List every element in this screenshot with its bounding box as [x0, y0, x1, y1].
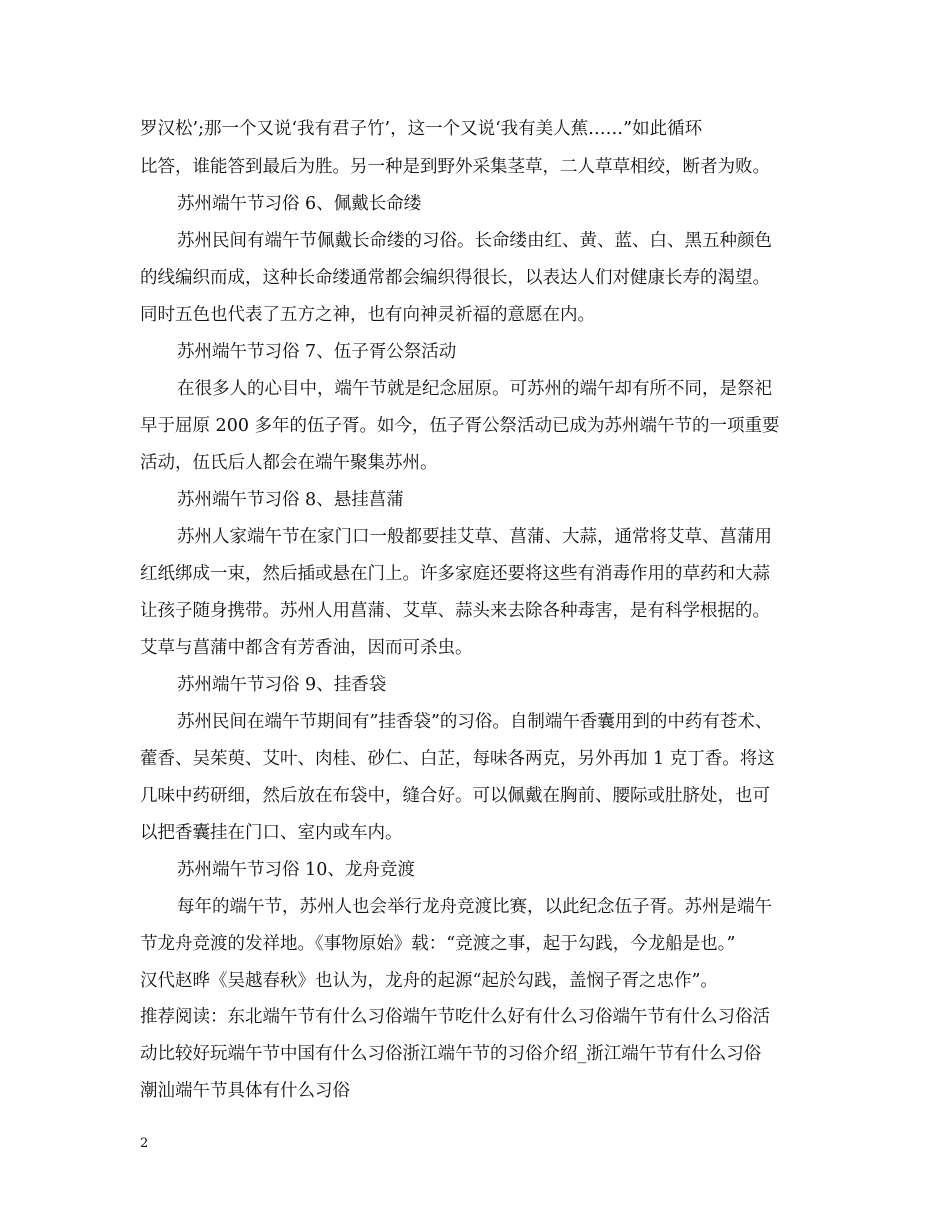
section-heading: 苏州端午节习俗 10、龙舟竞渡 — [177, 860, 415, 880]
body-text-line: 苏州民间有端午节佩戴长命缕的习俗。长命缕由红、黄、蓝、白、黑五种颜色 — [177, 231, 772, 251]
body-text-line: 节龙舟竞渡的发祥地。《事物原始》载：“竞渡之事，起于勾践，今龙船是也。” — [140, 934, 736, 954]
section-heading: 苏州端午节习俗 8、悬挂菖蒲 — [177, 490, 404, 510]
section-heading: 苏州端午节习俗 7、伍子胥公祭活动 — [177, 342, 457, 362]
body-text-line: 苏州人家端午节在家门口一般都要挂艾草、菖蒲、大蒜，通常将艾草、菖蒲用 — [177, 527, 772, 547]
body-text-line: 红纸绑成一束，然后插或悬在门上。许多家庭还要将这些有消毒作用的草药和大蒜 — [140, 564, 770, 584]
body-text-line: 以把香囊挂在门口、室内或车内。 — [140, 823, 403, 843]
body-text-line: 每年的端午节，苏州人也会举行龙舟竞渡比赛，以此纪念伍子胥。苏州是端午 — [177, 897, 772, 917]
body-text-line: 活动，伍氏后人都会在端午聚集苏州。 — [140, 453, 438, 473]
recommended-reading-line: 动比较好玩端午节中国有什么习俗浙江端午节的习俗介绍_浙江端午节有什么习俗 — [140, 1044, 762, 1064]
body-text-line: 让孩子随身携带。苏州人用菖蒲、艾草、蒜头来去除各种毒害，是有科学根据的。 — [140, 601, 770, 621]
body-text-line: 罗汉松’;那一个又说‘我有君子竹’，这一个又说‘我有美人蕉……”如此循环 — [140, 119, 703, 139]
body-text-line: 汉代赵晔《吴越春秋》也认为，龙舟的起源“起於勾践，盖悯子胥之忠作”。 — [140, 971, 718, 991]
body-text-line: 比答，谁能答到最后为胜。另一种是到野外采集茎草，二人草草相绞，断者为败。 — [140, 157, 770, 177]
section-heading: 苏州端午节习俗 6、佩戴长命缕 — [177, 194, 422, 214]
page-number: 2 — [140, 1136, 149, 1151]
body-text-line: 的线编织而成，这种长命缕通常都会编织得很长，以表达人们对健康长寿的渴望。 — [140, 268, 770, 288]
body-text-line: 藿香、吴茱萸、艾叶、肉桂、砂仁、白芷，每味各两克，另外再加 1 克丁香。将这 — [140, 749, 775, 769]
body-text-line: 几味中药研细，然后放在布袋中，缝合好。可以佩戴在胸前、腰际或肚脐处，也可 — [140, 786, 770, 806]
body-text-line: 苏州民间在端午节期间有”挂香袋”的习俗。自制端午香囊用到的中药有苍术、 — [177, 712, 773, 732]
body-text-line: 艾草与菖蒲中都含有芳香油，因而可杀虫。 — [140, 638, 473, 658]
recommended-reading-line: 推荐阅读：东北端午节有什么习俗端午节吃什么好有什么习俗端午节有什么习俗活 — [140, 1007, 770, 1027]
body-text-line: 在很多人的心目中，端午节就是纪念屈原。可苏州的端午却有所不同，是祭祀 — [177, 379, 772, 399]
body-text-line: 早于屈原 200 多年的伍子胥。如今，伍子胥公祭活动已成为苏州端午节的一项重要 — [140, 416, 780, 436]
recommended-reading-line: 潮汕端午节具体有什么习俗 — [140, 1081, 350, 1101]
body-text-line: 同时五色也代表了五方之神，也有向神灵祈福的意愿在内。 — [140, 305, 595, 325]
section-heading: 苏州端午节习俗 9、挂香袋 — [177, 675, 387, 695]
